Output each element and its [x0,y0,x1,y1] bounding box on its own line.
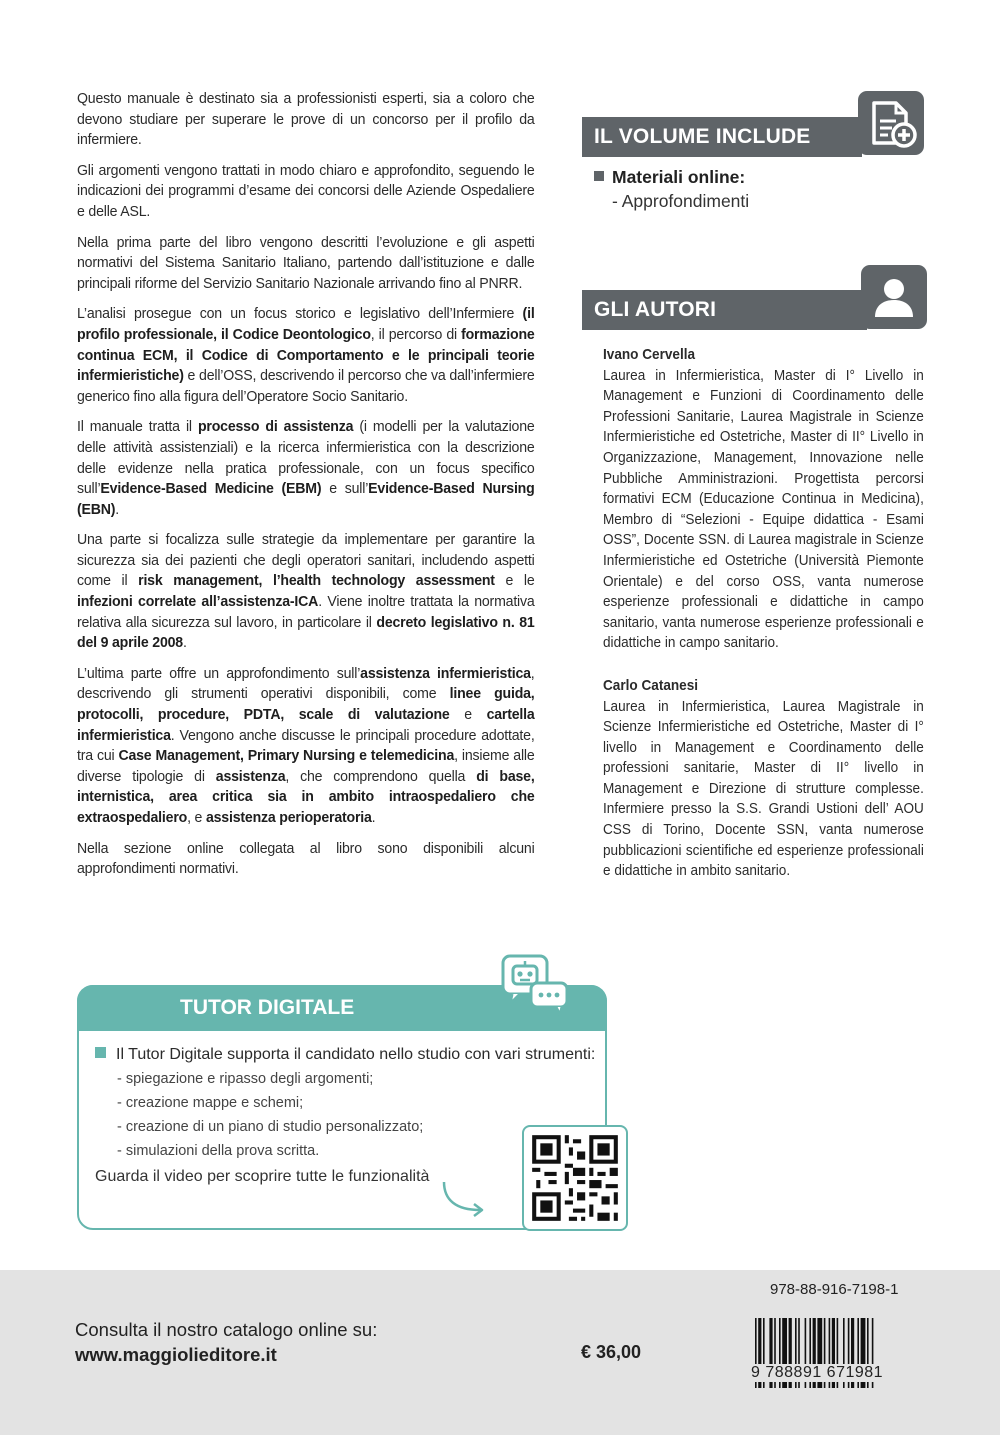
bold-run: Evidence-Based Nursing (EBN) [77,480,535,518]
square-bullet-icon [594,171,604,181]
text-run: , il percorso di [370,325,462,343]
author-name: Ivano Cervella [603,347,696,363]
list-item [594,165,749,189]
bold-run: assistenza perioperatoria [205,809,372,826]
qr-pattern [524,1127,626,1229]
text-run: e [449,706,487,724]
bold-run: cartella infermieristica [77,706,535,744]
user-icon [861,265,927,329]
paragraph-care-process [77,417,535,520]
bold-run: (il profilo professionale, il Codice Deontologico [77,305,535,343]
bold-run: Case Management, Primary Nursing e telemedicina [118,747,455,765]
text-run: . Vengono anche discusse le principali procedure adottate, tra cui [77,726,535,765]
publisher-link[interactable]: www.maggiolieditore.it [75,1344,277,1365]
paragraph-first-part: Nella prima parte del libro vengono descritti l’evoluzione e gli aspetti normativi del Sistema Sanitario Italiano, partendo dall’istituzione e dalle principali riforme del Servizio Sanitario Nazionale arrivando fino al PNRR. [77,233,535,292]
list-item: - creazione di un piano di studio personalizzato; [117,1119,424,1135]
price: € 36,00 [581,1342,642,1362]
bold-run: assistenza [215,767,286,785]
text-run: e sull’ [321,480,369,498]
barcode-digits: 9 788891 671981 [751,1364,884,1381]
text-run: , e [187,809,206,826]
text-run: , insieme alle diverse tipologie di [77,747,535,785]
bold-run: assistenza infermieristica [360,664,531,682]
author-block [603,676,924,882]
tutor-intro-row [95,1043,615,1067]
text-run: . Viene inoltre trattata la normativa relativa alla sicurezza sul lavoro, in particolare il [77,593,535,631]
document-add-icon [858,91,924,155]
text-run: , che comprendono quella [285,767,477,785]
description-column [77,89,535,890]
bold-run: risk management, l’health technology assessment [138,572,495,590]
author-name: Carlo Catanesi [603,677,699,694]
text-run: Il manuale tratta il [77,418,198,436]
text-run: L’ultima parte offre un approfondimento sull’ [77,664,361,682]
bold-run: linee guida, protocolli, procedure, PDTA, scale di valutazione [77,685,535,724]
paragraph-intro: Questo manuale è destinato sia a professionisti esperti, sia a coloro che devono studiare per superare le prove di un concorso per il profilo da infermiere. [77,90,535,149]
catalog-block [75,1317,377,1367]
list-item: - simulazioni della prova scritta. [117,1143,320,1159]
paragraph-online-section: Nella sezione online collegata al libro sono disponibili alcuni approfondimenti normativi. [77,839,535,878]
text-run: (i modelli per la valutazione delle attività assistenziali) e la ricerca infermieristica con la descrizione delle evidenze nella pratica professionale, con un focus specifico sull’ [77,418,535,498]
author-block [603,345,924,654]
bold-run: processo di assistenza [197,418,354,436]
tutor-intro: Il Tutor Digitale supporta il candidato nello studio con vari strumenti: [116,1046,596,1063]
chat-robot-icon [500,953,570,1019]
list-item: - spiegazione e ripasso degli argomenti; [117,1071,374,1087]
paragraph-safety [77,530,535,654]
arrow-icon [440,1180,490,1220]
text-run: , descrivendo gli strumenti operativi disponibili, come [77,664,535,703]
text-run: . [115,500,120,518]
qr-code[interactable] [522,1125,628,1231]
bold-run: formazione continua ECM, il Codice di Comportamento e le principali teorie infermieristiche) [77,325,535,385]
list-item: - creazione mappe e schemi; [117,1095,304,1111]
authors-section [603,345,924,904]
bold-run: di base, internistica, area critica sia in ambito intraospedaliero che extraospedaliero [77,767,535,826]
text-run: Una parte si focalizza sulle strategie da implementare per garantire la sicurezza sia dei pazienti che degli operatori sanitari, includendo aspetti come il [77,531,535,590]
paragraph-topics: Gli argomenti vengono trattati in modo chiaro e approfondito, seguendo le indicazioni dei programmi d’esame dei concorsi delle Aziende Ospedaliere e delle ASL. [77,161,535,220]
paragraph-last-part [77,664,535,829]
volume-include-list [594,165,749,213]
authors-title: GLI AUTORI [582,290,867,330]
text-run: . [182,634,187,652]
catalog-text: Consulta il nostro catalogo online su: [75,1319,378,1340]
include-sub-item: - Approfondimenti [612,191,750,211]
bold-run: decreto legislativo n. 81 del 9 aprile 2008 [77,613,535,652]
text-run: L’analisi prosegue con un focus storico e legislativo dell’Infermiere [77,305,523,323]
author-bio: Laurea in Infermieristica, Master di I° Livello in Management e Funzioni di Coordinamento delle Professioni Sanitarie, Laurea Magistrale in Scienze Infermieristiche ed Ostetriche, Master di II° Livello in Organizzazione, Management, Innovazione nelle Pubbliche Amministrazioni. Progettista percorsi formativi ECM (Educazione Continua in Medicina), Membro di “Selezioni - Equipe didattica - Esami OSS”, Docente SSN. di Laurea magistrale in Scienze Infermieristiche ed Ostetriche (Università Piemonte Orientale) e del corso OSS, vanta numerose esperienze professionali e didattiche in campo sanitario, vanta numerose esperienze professionali e didattiche in campo sanitario. [603,367,924,652]
square-bullet-icon [95,1047,106,1058]
isbn: 978-88-916-7198-1 [770,1281,899,1298]
text-run: e le [494,572,535,590]
include-item-label: Materiali online: [612,167,746,187]
text-run: . [371,809,376,826]
author-bio: Laurea in Infermieristica, Laurea Magistrale in Scienze Infermieristiche ed Ostetriche, Master di I° livello in Management e Coordinamento delle professioni sanitarie, Master di II° livello in Management e Direzione di strutture complesse. Infermiere presso la S.S. Grandi Ustioni dell’ AOU CSS di Torino, Docente SSN, vanta numerose pubblicazioni scientifiche ed esperienze professionali e didattiche in ambito sanitario. [603,698,924,880]
bold-run: infezioni correlate all’assistenza-ICA [77,593,319,611]
text-run: e dell’OSS, descrivendo il percorso che va dall’infermiere generico fino alla figura dell’Operatore Socio Sanitario. [77,367,535,405]
barcode-icon [745,1300,930,1400]
bold-run: Evidence-Based Medicine (EBM) [100,480,322,498]
paragraph-nurse-profile [77,304,535,407]
tutor-cta: Guarda il video per scoprire tutte le funzionalità [95,1168,430,1185]
volume-include-title: IL VOLUME INCLUDE [582,117,862,157]
tutor-title: TUTOR DIGITALE [77,985,607,1031]
